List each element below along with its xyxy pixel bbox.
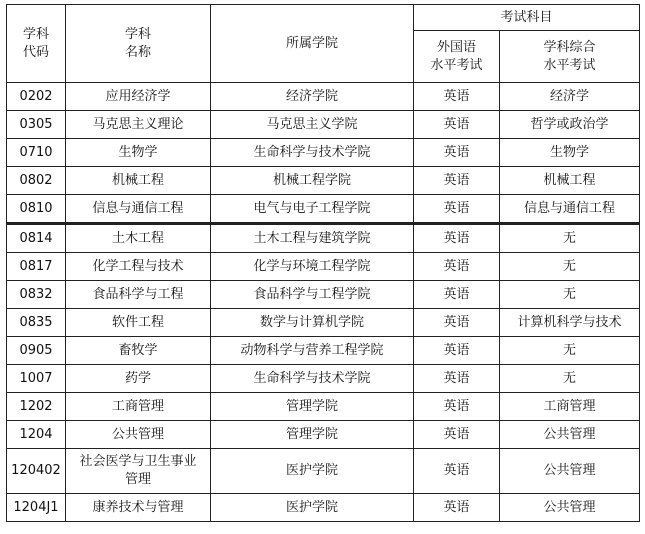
cell-code: 0817 bbox=[7, 253, 66, 281]
table-row bbox=[7, 224, 640, 253]
cell-foreign: 英语 bbox=[414, 167, 500, 195]
cell-comprehensive: 公共管理 bbox=[500, 421, 640, 449]
cell-college: 生命科学与技术学院 bbox=[211, 365, 414, 393]
cell-college: 化学与环境工程学院 bbox=[211, 253, 414, 281]
cell-foreign: 英语 bbox=[414, 309, 500, 337]
cell-name: 马克思主义理论 bbox=[66, 111, 211, 139]
cell-foreign: 英语 bbox=[414, 111, 500, 139]
cell-college: 马克思主义学院 bbox=[211, 111, 414, 139]
cell-name-line1: 社会医学与卫生事业 bbox=[79, 454, 197, 469]
cell-comprehensive: 公共管理 bbox=[500, 449, 640, 494]
cell-foreign: 英语 bbox=[414, 195, 500, 224]
cell-foreign: 英语 bbox=[414, 393, 500, 421]
cell-college: 医护学院 bbox=[211, 449, 414, 494]
cell-comprehensive: 无 bbox=[500, 224, 640, 253]
header-name-line1: 学科 bbox=[124, 26, 151, 42]
cell-name: 药学 bbox=[66, 365, 211, 393]
cell-college: 数学与计算机学院 bbox=[211, 309, 414, 337]
table-row bbox=[7, 365, 640, 393]
header-exam-group: 考试科目 bbox=[414, 5, 640, 31]
cell-comprehensive: 工商管理 bbox=[500, 393, 640, 421]
cell-college: 动物科学与营养工程学院 bbox=[211, 337, 414, 365]
cell-code: 0835 bbox=[7, 309, 66, 337]
cell-college: 管理学院 bbox=[211, 393, 414, 421]
cell-code: 1202 bbox=[7, 393, 66, 421]
cell-code: 0905 bbox=[7, 337, 66, 365]
header-foreign-line2: 水平考试 bbox=[430, 57, 483, 73]
discipline-exam-table bbox=[6, 4, 640, 522]
cell-comprehensive: 无 bbox=[500, 337, 640, 365]
cell-comprehensive: 无 bbox=[500, 281, 640, 309]
cell-comprehensive: 计算机科学与技术 bbox=[500, 309, 640, 337]
cell-college: 食品科学与工程学院 bbox=[211, 281, 414, 309]
cell-code: 0814 bbox=[7, 224, 66, 253]
cell-code: 0832 bbox=[7, 281, 66, 309]
cell-foreign: 英语 bbox=[414, 281, 500, 309]
table-row bbox=[7, 253, 640, 281]
header-comprehensive bbox=[500, 31, 640, 83]
table-row bbox=[7, 421, 640, 449]
header-comprehensive-line1: 学科综合 bbox=[543, 39, 596, 55]
cell-name-line2: 管理 bbox=[124, 472, 151, 487]
table-row bbox=[7, 494, 640, 522]
cell-foreign: 英语 bbox=[414, 253, 500, 281]
header-code bbox=[7, 5, 66, 83]
header-college: 所属学院 bbox=[211, 5, 414, 83]
cell-comprehensive: 生物学 bbox=[500, 139, 640, 167]
table-row bbox=[7, 337, 640, 365]
cell-code: 120402 bbox=[7, 449, 66, 494]
cell-foreign: 英语 bbox=[414, 224, 500, 253]
cell-name: 信息与通信工程 bbox=[66, 195, 211, 224]
header-comprehensive-line2: 水平考试 bbox=[543, 57, 596, 73]
cell-name bbox=[66, 449, 211, 494]
cell-college: 生命科学与技术学院 bbox=[211, 139, 414, 167]
table-row bbox=[7, 83, 640, 111]
header-foreign-line1: 外国语 bbox=[436, 39, 476, 55]
cell-name: 软件工程 bbox=[66, 309, 211, 337]
cell-code: 1204 bbox=[7, 421, 66, 449]
cell-comprehensive: 公共管理 bbox=[500, 494, 640, 522]
table-row bbox=[7, 139, 640, 167]
table-row bbox=[7, 281, 640, 309]
table-row bbox=[7, 449, 640, 494]
header-name bbox=[66, 5, 211, 83]
cell-college: 电气与电子工程学院 bbox=[211, 195, 414, 224]
cell-college: 经济学院 bbox=[211, 83, 414, 111]
table-wrapper bbox=[6, 4, 640, 522]
cell-college: 管理学院 bbox=[211, 421, 414, 449]
header-code-line1: 学科 bbox=[22, 26, 49, 42]
cell-comprehensive: 机械工程 bbox=[500, 167, 640, 195]
cell-name: 畜牧学 bbox=[66, 337, 211, 365]
cell-name: 机械工程 bbox=[66, 167, 211, 195]
table-row bbox=[7, 167, 640, 195]
cell-code: 0710 bbox=[7, 139, 66, 167]
cell-code: 0305 bbox=[7, 111, 66, 139]
cell-comprehensive: 哲学或政治学 bbox=[500, 111, 640, 139]
cell-foreign: 英语 bbox=[414, 83, 500, 111]
cell-foreign: 英语 bbox=[414, 337, 500, 365]
cell-college: 机械工程学院 bbox=[211, 167, 414, 195]
cell-name: 生物学 bbox=[66, 139, 211, 167]
cell-comprehensive: 经济学 bbox=[500, 83, 640, 111]
header-foreign bbox=[414, 31, 500, 83]
cell-comprehensive: 信息与通信工程 bbox=[500, 195, 640, 224]
cell-name: 化学工程与技术 bbox=[66, 253, 211, 281]
cell-college: 医护学院 bbox=[211, 494, 414, 522]
cell-code: 1204J1 bbox=[7, 494, 66, 522]
cell-code: 1007 bbox=[7, 365, 66, 393]
cell-code: 0802 bbox=[7, 167, 66, 195]
cell-foreign: 英语 bbox=[414, 365, 500, 393]
cell-name: 工商管理 bbox=[66, 393, 211, 421]
header-name-line2: 名称 bbox=[124, 44, 151, 60]
table-row bbox=[7, 195, 640, 224]
table-row bbox=[7, 309, 640, 337]
header-code-line2: 代码 bbox=[22, 44, 49, 60]
cell-comprehensive: 无 bbox=[500, 253, 640, 281]
cell-code: 0202 bbox=[7, 83, 66, 111]
cell-name: 食品科学与工程 bbox=[66, 281, 211, 309]
table-row bbox=[7, 393, 640, 421]
cell-college: 土木工程与建筑学院 bbox=[211, 224, 414, 253]
cell-foreign: 英语 bbox=[414, 139, 500, 167]
cell-name: 公共管理 bbox=[66, 421, 211, 449]
cell-foreign: 英语 bbox=[414, 449, 500, 494]
cell-foreign: 英语 bbox=[414, 494, 500, 522]
table-row bbox=[7, 111, 640, 139]
cell-name: 康养技术与管理 bbox=[66, 494, 211, 522]
cell-name: 应用经济学 bbox=[66, 83, 211, 111]
cell-name: 土木工程 bbox=[66, 224, 211, 253]
cell-foreign: 英语 bbox=[414, 421, 500, 449]
cell-code: 0810 bbox=[7, 195, 66, 224]
cell-comprehensive: 无 bbox=[500, 365, 640, 393]
